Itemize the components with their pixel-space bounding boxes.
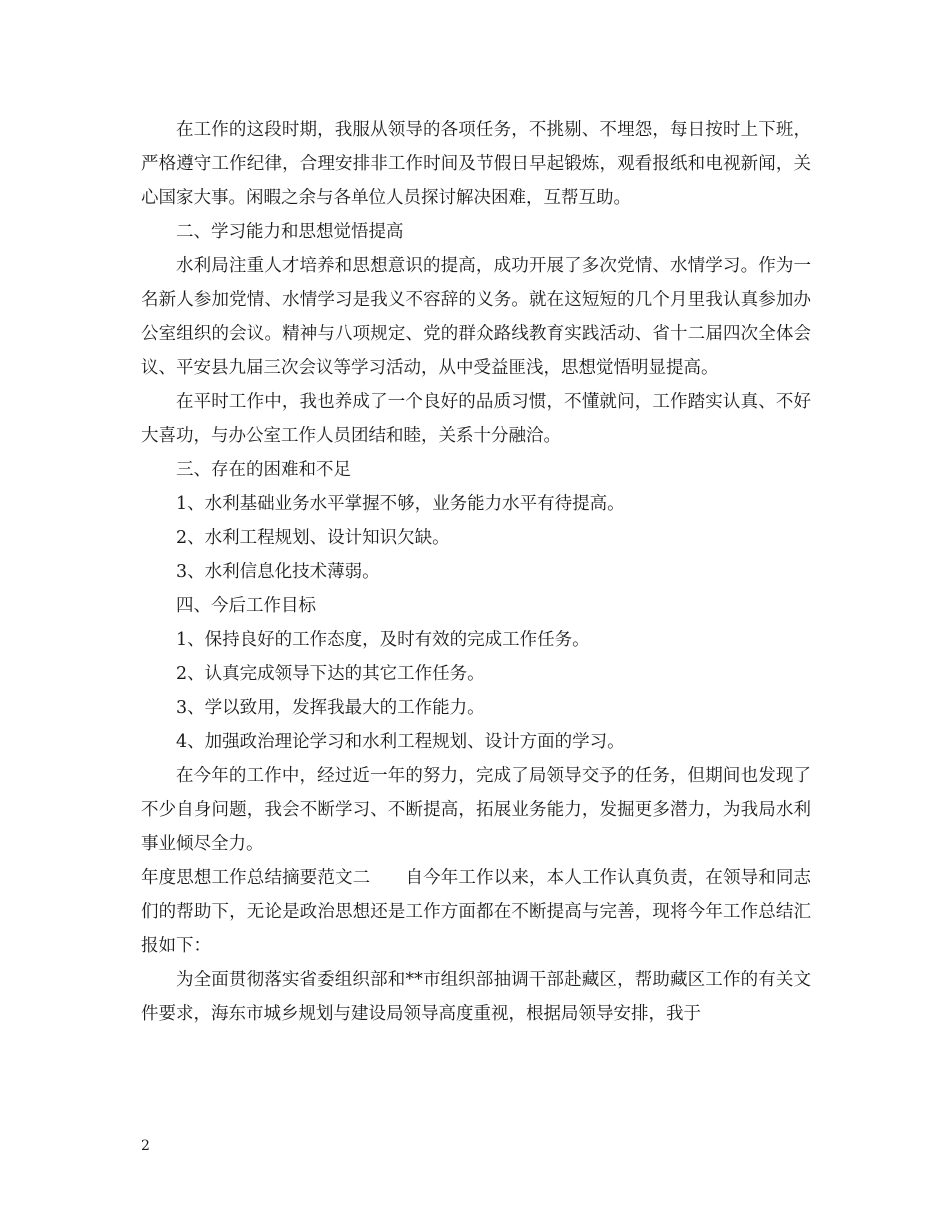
body-paragraph: 在平时工作中，我也养成了一个良好的品质习惯，不懂就问，工作踏实认真、不好大喜功，与办公室工作人员团结和睦，关系十分融洽。 — [141, 392, 811, 446]
list-item: 1、保持良好的工作态度，及时有效的完成工作任务。 — [176, 630, 590, 650]
body-paragraph: 在工作的这段时期，我服从领导的各项任务，不挑剔、不埋怨，每日按时上下班，严格遵守工作纪律，合理安排非工作时间及节假日早起锻炼，观看报纸和电视新闻，关心国家大事。闲暇之余与各单位人员探讨解决困难，互帮互助。 — [141, 120, 811, 208]
body-paragraph: 为全面贯彻落实省委组织部和**市组织部抽调干部赴藏区，帮助藏区工作的有关文件要求，海东市城乡规划与建设局领导高度重视，根据局领导安排，我于 — [141, 970, 811, 1024]
page-number: 2 — [141, 1138, 150, 1154]
list-item: 2、水利工程规划、设计知识欠缺。 — [176, 528, 450, 548]
list-item: 4、加强政治理论学习和水利工程规划、设计方面的学习。 — [176, 732, 625, 752]
list-item: 3、水利信息化技术薄弱。 — [176, 562, 380, 582]
list-item: 2、认真完成领导下达的其它工作任务。 — [176, 664, 485, 684]
section-heading: 三、存在的困难和不足 — [176, 460, 351, 480]
body-paragraph: 在今年的工作中，经过近一年的努力，完成了局领导交予的任务，但期间也发现了不少自身问题，我会不断学习、不断提高，拓展业务能力，发掘更多潜力，为我局水利事业倾尽全力。 — [141, 766, 811, 854]
body-paragraph: 水利局注重人才培养和思想意识的提高，成功开展了多次党情、水情学习。作为一名新人参加党情、水情学习是我义不容辞的义务。就在这短短的几个月里我认真参加办公室组织的会议。精神与八项规定、党的群众路线教育实践活动、省十二届四次全体会议、平安县九届三次会议等学习活动，从中受益匪浅，思想觉悟明显提高。 — [141, 256, 811, 378]
section-heading: 二、学习能力和思想觉悟提高 — [176, 222, 404, 242]
list-item: 3、学以致用，发挥我最大的工作能力。 — [176, 698, 485, 718]
article-title-paragraph: 年度思想工作总结摘要范文二 自今年工作以来，本人工作认真负责，在领导和同志们的帮助下，无论是政治思想还是工作方面都在不断提高与完善，现将今年工作总结汇报如下： — [141, 868, 811, 956]
document-body — [141, 113, 811, 1031]
section-heading: 四、今后工作目标 — [176, 596, 316, 616]
list-item: 1、水利基础业务水平掌握不够，业务能力水平有待提高。 — [176, 494, 625, 514]
